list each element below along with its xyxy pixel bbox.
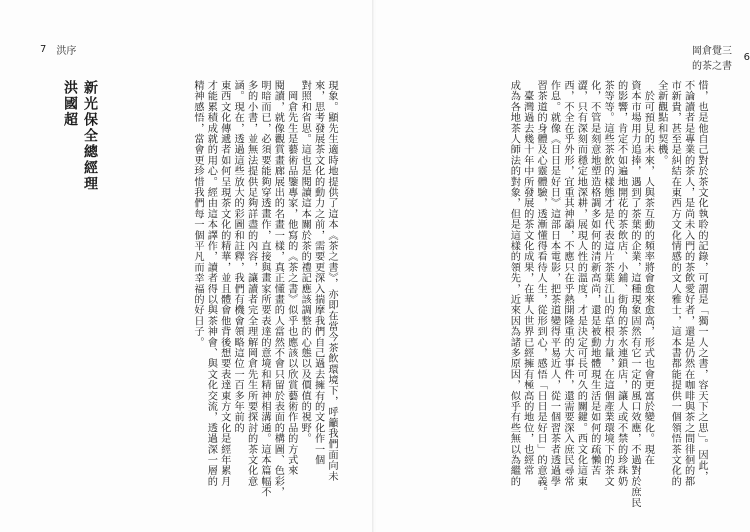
left-line-5: 閱讀，就像觀賞畫廊展出的名畫一樣，真正懂畫的人當然不會只留於表面的構圖、色彩，: [272, 80, 284, 498]
signature-name: 洪國超: [62, 80, 78, 128]
right-line-4: 全新觀點和契機。: [655, 80, 667, 166]
right-line-15: 成為各地茶人師法的對象，但是這樣的領先，近來因為諸多原因，似乎有些無以為繼的: [508, 80, 520, 487]
left-line-10: 才能累積成就的用心。經由這本譯作，讀者得以與茶神會、與文化交流，透過深一層的: [205, 80, 217, 487]
left-page-body: [191, 80, 338, 498]
right-line-6: 資本市場用力追捧，遇到了茶葉的企業，這種現象固然有它一定的風口效應，不過對於庶民: [628, 80, 640, 508]
right-line-9: 化，不管是刻意地塑造格調多如何的清新高尚，還是被動地體現生活是如何的疏懶苦: [588, 80, 600, 476]
left-page-number: 7: [40, 44, 47, 55]
right-line-13: 習茶道的身體及心靈體驗，透漸懂得看待人生，從形到心，感悟「日日是好日」的意義。: [535, 80, 547, 498]
left-line-2: 來，思考發展茶文化的動力之前，需要更深入揣摩我們自己過去擁有的文化作一個: [312, 80, 324, 466]
right-line-1: 惜，也是他自己對於茶文化執聆的記錄，可謂是「獨一人之書，容天下之思」。因此，: [696, 80, 707, 482]
signature-block: [60, 80, 100, 460]
left-line-9: 東西文化傳遞者如何呈現茶文化的精華，並且體會他背後想要表達東方文化是經年累月: [218, 80, 230, 487]
right-line-2: 不論讀者是專業的茶人，是尚未入門的茶飲愛好者，還是仍然在咖啡與茶之間徘徊的都: [682, 80, 694, 487]
right-page: [376, 0, 750, 532]
left-page-header: [40, 42, 76, 57]
right-line-7: 的影響，肯定不如遍地開花的茶飲店、小鋪、街角的茶水連鎖店，讓人或不禁的珍珠奶: [615, 80, 627, 487]
left-running-title: 洪序: [56, 46, 77, 57]
left-line-8: 涵。現在，透過這些放大的彩圖和註釋，我們有機會領略這位一百多年前的: [232, 80, 244, 434]
left-line-11: 精神感悟，當會更珍惜我們每一個平凡而幸福的好日子。: [191, 80, 203, 348]
left-line-3: 對照和省思。這也是閱讀這本關於茶的禮記應該調整的心態以及價值的視野。: [299, 80, 311, 444]
left-line-1: 現象。顯先生適時地提供了這本《茶之書》，亦即在當今茶飲環境下，呼籲我們面向未: [326, 80, 337, 482]
left-line-4: 岡倉先生是藝術品鑒專家，他寫的《茶之書》似乎也應該以欣賞藝術作品的方式來: [285, 80, 297, 476]
left-line-6: 明暗而已，必須要能夠穿透畫作，直接與畫家所要表達的意境和精神相溝通。這本篇幅不: [258, 80, 270, 498]
right-line-3: 市新貴，甚至是糾結在東西方文化情感的文人雅士，這本書都能提供一個領悟茶文化的: [669, 80, 681, 487]
right-line-10: 澀，只有深刻而穩定地深耕，展現人性的溫度，才是決定可長可久的關鍵。西文化這東: [575, 80, 587, 487]
left-page: [0, 0, 374, 532]
right-running-title: 岡倉覺三的茶之書: [692, 46, 732, 72]
right-line-12: 作息。就像《日日是好日》這部日本電影，把茶道變得平易近人，從一個習茶者透過學: [548, 80, 560, 487]
signature-title: 新光保全總經理: [82, 80, 98, 192]
right-page-number: 6: [743, 51, 750, 63]
right-line-14: 臺灣過去幾十年中所發展的茶文化成果，在華人世界已經擁有極高的地位，也經常: [521, 80, 533, 476]
right-line-8: 茶等等。這些茶飲的樣態才是代表這片茶葉江山的草根力量，在這個產業環境下的茶文: [602, 80, 614, 487]
right-line-5: 於可預見的未來，人與茶互動的頻率將會愈來愈高，形式也會更富於變化。現在: [642, 80, 654, 466]
right-line-11: 西，不全在乎外形，宜重其神韻，不應只在乎熱開隆重的大事件，還需要深入庶民尋常: [561, 80, 573, 487]
left-line-7: 多的小書，並無法提供足夠詳盡的內容，讓讀者完全理解岡倉先生所要探討的茶文化意: [245, 80, 257, 487]
right-page-body: [507, 80, 708, 508]
right-page-header: [692, 42, 750, 72]
